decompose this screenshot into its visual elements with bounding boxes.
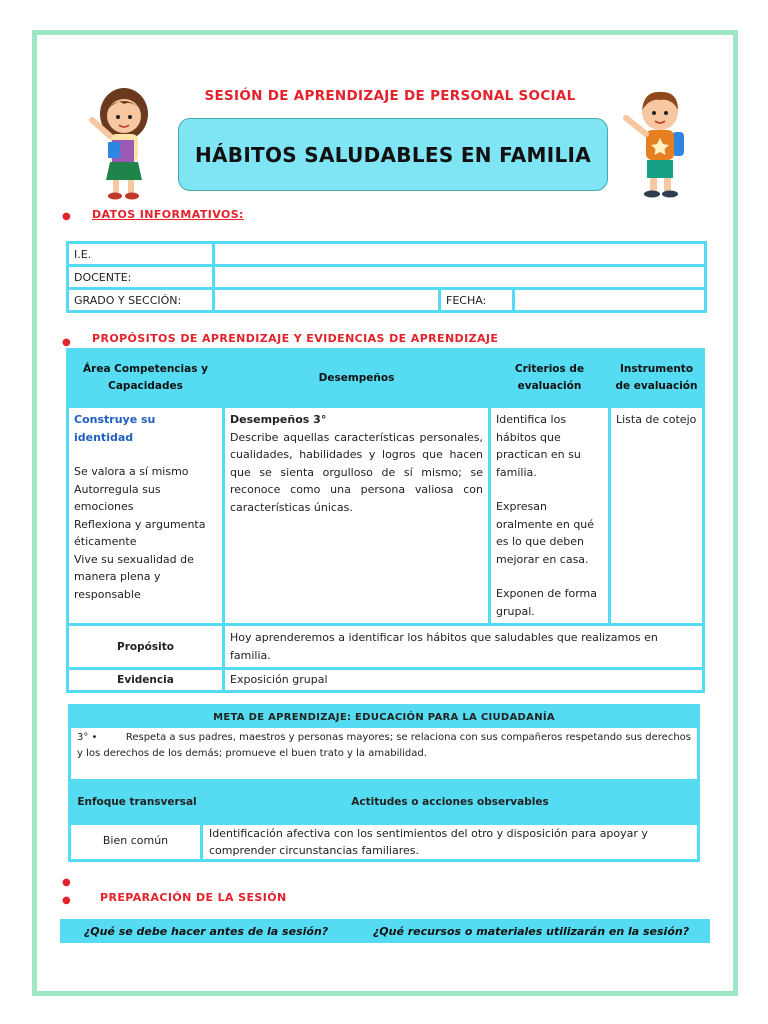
capacity-item: Se valora a sí mismo: [74, 465, 189, 478]
section-propositos-heading: PROPÓSITOS DE APRENDIZAJE Y EVIDENCIAS DE APRENDIZAJE: [92, 332, 499, 345]
table-row: [68, 243, 706, 266]
proposito-label: Propósito: [68, 625, 224, 669]
meta-text: Respeta a sus padres, maestros y personas mayores; se relaciona con sus compañeros respetando sus derechos y los derechos de los demás; promueve el buen trato y la amabilidad.: [77, 732, 691, 759]
lesson-banner: [178, 118, 608, 191]
table-header-row: [68, 350, 704, 407]
lesson-title: HÁBITOS SALUDABLES EN FAMILIA: [194, 142, 592, 167]
instrumento-cell: Lista de cotejo: [610, 407, 704, 625]
meta-text-block: [71, 728, 697, 782]
docente-field[interactable]: [214, 266, 706, 289]
docente-label: DOCENTE:: [68, 266, 214, 289]
capacity-item: Autorregula sus emociones: [74, 482, 161, 513]
capacity-item: Vive su sexualidad de manera plena y responsable: [74, 552, 194, 601]
area-cell: [68, 407, 224, 625]
section-datos-heading: DATOS INFORMATIVOS:: [92, 208, 244, 221]
question-resources: ¿Qué recursos o materiales utilizarán en la sesión?: [372, 924, 690, 938]
meta-grade: 3° •: [77, 732, 98, 743]
bullet-dot-icon: ●: [62, 895, 71, 906]
actitudes-header: Actitudes o acciones observables: [351, 796, 549, 808]
girl-student-illustration: [86, 84, 158, 202]
enfoque-value: Bien común: [71, 825, 203, 859]
fecha-field[interactable]: [514, 289, 706, 312]
table-row: [68, 407, 704, 625]
grado-field[interactable]: [214, 289, 440, 312]
meta-table: [68, 704, 700, 862]
evidencia-label: Evidencia: [68, 669, 224, 692]
enfoque-header: Enfoque transversal: [77, 795, 197, 808]
desempeno-title: Desempeños 3°: [230, 413, 327, 426]
boy-student-illustration: [620, 84, 696, 202]
table-row: [68, 669, 704, 692]
criterio-item: Exponen de forma grupal.: [496, 587, 598, 618]
ie-field[interactable]: [214, 243, 706, 266]
desempenos-cell: [224, 407, 490, 625]
desempeno-text: Describe aquellas características personales, cualidades, habilidades y logros que hacen que se sienta orgulloso de sí mismo; se reconoce como una persona valiosa con características únicas.: [230, 430, 483, 514]
actitudes-value: Identificación afectiva con los sentimientos del otro y disposición para apoyar y comprender circunstancias familiares.: [209, 827, 648, 857]
evidencia-text: Exposición grupal: [224, 669, 704, 692]
table-row: [68, 625, 704, 669]
table-row: [71, 822, 697, 859]
meta-heading: META DE APRENDIZAJE: EDUCACIÓN PARA LA CIUDADANÍA: [71, 707, 697, 728]
bullet-dot-icon: ●: [62, 337, 71, 348]
competency-name: Construye su identidad: [74, 413, 156, 444]
datos-table: [66, 241, 707, 313]
col-header-desempenos: Desempeños: [224, 350, 490, 407]
propositos-table: [66, 348, 705, 693]
table-row: [68, 289, 706, 312]
question-before-session: ¿Qué se debe hacer antes de la sesión?: [83, 924, 329, 938]
session-title: SESIÓN DE APRENDIZAJE DE PERSONAL SOCIAL: [204, 88, 576, 104]
col-header-area: Área Competencias y Capacidades: [68, 350, 224, 407]
col-header-criterios: Criterios de evaluación: [490, 350, 610, 407]
criterios-cell: [490, 407, 610, 625]
ie-label: I.E.: [68, 243, 214, 266]
preparacion-header-row: [60, 919, 710, 943]
proposito-text: Hoy aprenderemos a identificar los hábitos que saludables que realizamos en familia.: [224, 625, 704, 669]
bullet-dot-icon: ●: [62, 211, 71, 222]
grado-label: GRADO Y SECCIÓN:: [68, 289, 214, 312]
col-header-instrumento: Instrumento de evaluación: [610, 350, 704, 407]
section-preparacion-heading: PREPARACIÓN DE LA SESIÓN: [100, 891, 287, 904]
criterio-item: Expresan oralmente en qué es lo que deben mejorar en casa.: [496, 500, 595, 566]
fecha-label: FECHA:: [440, 289, 514, 312]
table-header-row: [71, 782, 697, 822]
criterio-item: Identifica los hábitos que practican en su familia.: [496, 413, 581, 479]
table-row: [68, 266, 706, 289]
capacity-item: Reflexiona y argumenta éticamente: [74, 517, 206, 548]
bullet-dot-icon: ●: [62, 877, 71, 888]
